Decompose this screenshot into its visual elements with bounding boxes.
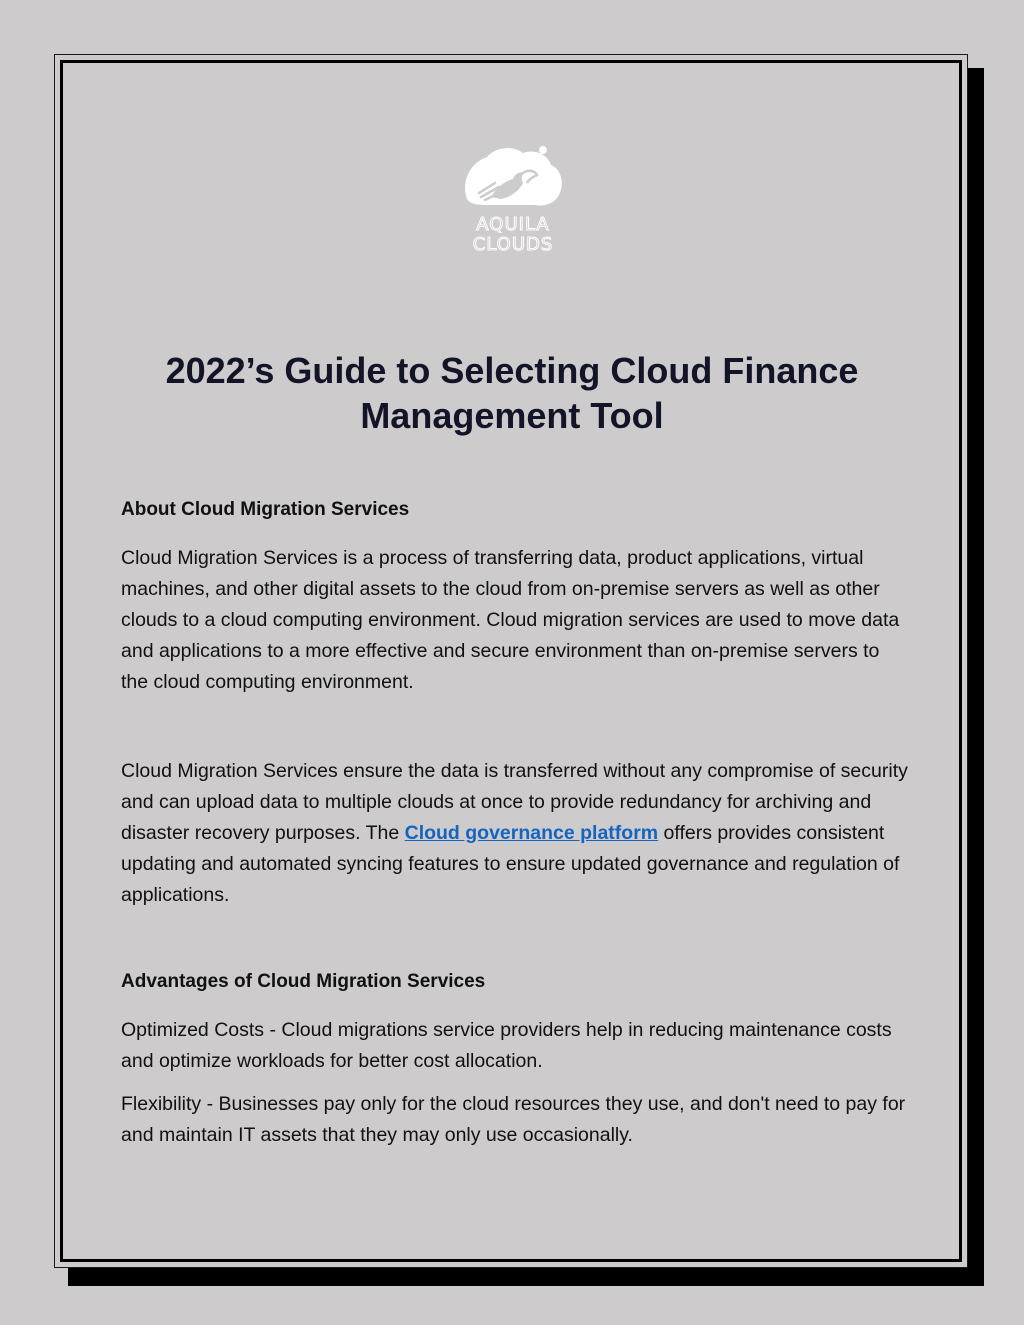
paragraph-about-2-start: Cloud Migration Services ensure the data is transferred without any compromise of security and can upload data to multiple clouds at once to provide redundancy for archiving and disaster recovery purposes. The [121, 760, 908, 844]
document-body [121, 497, 911, 1151]
document-page [54, 54, 968, 1268]
paragraph-about-2 [121, 756, 911, 911]
cloud-governance-platform-link[interactable]: Cloud governance platform [404, 822, 659, 844]
paragraph-about-1: Cloud Migration Services is a process of transferring data, product applications, virtual machines, and other digital assets to the cloud from on-premise servers as well as other clouds to a cloud computing environment. Cloud migration services are used to move data and applications to a more effective and secure environment than on-premise servers to the cloud computing environment. [121, 547, 900, 693]
logo-text-clouds: CLOUDS [472, 234, 554, 255]
section-heading-about: About Cloud Migration Services [121, 499, 410, 520]
paragraph-flexibility: Flexibility - Businesses pay only for the cloud resources they use, and don't need to pay for and maintain IT assets that they may only use occasionally. [121, 1093, 906, 1146]
aquila-clouds-logo [461, 143, 565, 259]
paragraph-optimized-costs: Optimized Costs - Cloud migrations service providers help in reducing maintenance costs and optimize workloads for better cost allocation. [121, 1019, 892, 1072]
page-title: 2022’s Guide to Selecting Cloud Finance Management Tool [165, 350, 859, 436]
paragraph-about-2-end: offers provides consistent updating and automated syncing features to ensure updated governance and regulation of applications. [121, 822, 900, 906]
eagle-cloud-icon [461, 143, 565, 215]
section-heading-advantages: Advantages of Cloud Migration Services [121, 971, 486, 992]
logo-text-aquila: AQUILA [476, 214, 550, 235]
